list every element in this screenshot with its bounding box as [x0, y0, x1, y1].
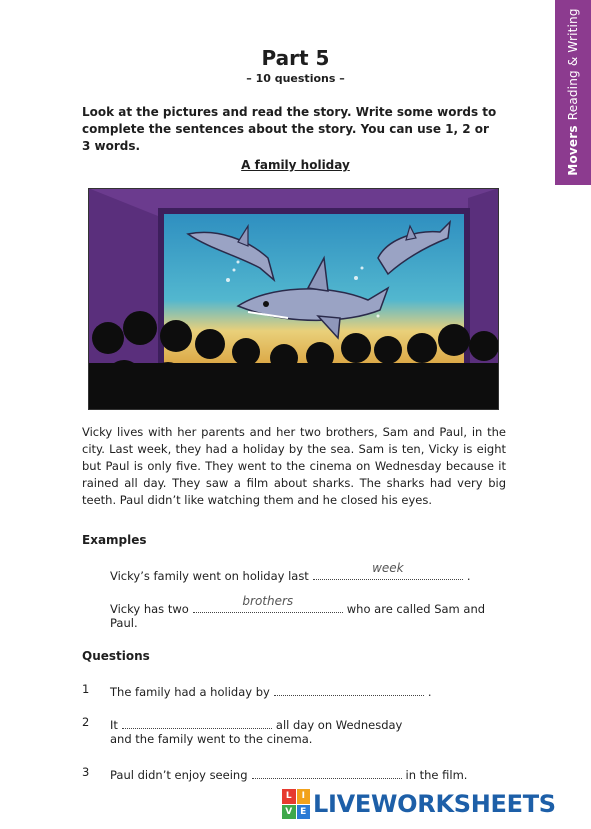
- question-1-after: .: [427, 685, 432, 699]
- example-2-after: who are called Sam and: [346, 602, 486, 616]
- example-1: [110, 561, 471, 585]
- question-1-text: The family had a holiday by: [110, 685, 270, 699]
- question-2-text: It: [110, 718, 118, 732]
- logo-letter-v: V: [282, 805, 296, 820]
- example-1-answer: week: [372, 561, 404, 575]
- example-2-answer: brothers: [242, 594, 294, 608]
- cinema-shark-picture: [88, 188, 499, 410]
- question-3-text: Paul didn’t enjoy seeing: [110, 768, 248, 782]
- page-title: Part 5: [261, 46, 330, 70]
- example-1-blank: [313, 561, 463, 580]
- question-3-answer-input[interactable]: [252, 764, 402, 779]
- logo-letter-i: I: [297, 789, 311, 804]
- logo-letter-l: L: [282, 789, 296, 804]
- questions-heading: Questions: [82, 649, 150, 663]
- instructions: Look at the pictures and read the story. Write some words to complete the sentences about the story. You can use 1, 2 or 3 words.: [82, 105, 497, 153]
- page-subtitle: – 10 questions –: [246, 72, 345, 85]
- story-title: A family holiday: [241, 158, 350, 172]
- question-1-answer-input[interactable]: [274, 681, 424, 696]
- question-3-number: 3: [82, 765, 90, 779]
- liveworksheets-logo-icon: [282, 789, 310, 819]
- question-1: [110, 681, 431, 701]
- question-3: [110, 764, 467, 784]
- example-2-text: Vicky has two: [110, 602, 189, 616]
- question-1-number: 1: [82, 682, 90, 696]
- example-2-blank: [193, 594, 343, 613]
- story-text: Vicky lives with her parents and her two brothers, Sam and Paul, in the city. Last week, they had a holiday by the sea. Sam is ten, Vicky is eight but Paul is only five. They went to the cinema on Wednesday because it rained all day. They saw a film about sharks. The sharks had very big teeth. Paul didn’t like watching them and he closed his eyes.: [82, 425, 506, 507]
- logo-letter-e: E: [297, 805, 311, 820]
- side-tab-label: [566, 8, 580, 175]
- question-2-line2: and the family went to the cinema.: [110, 732, 313, 746]
- question-2-after: all day on Wednesday: [275, 718, 403, 732]
- example-1-after: .: [466, 569, 471, 583]
- skill-label: Reading & Writing: [566, 8, 580, 121]
- example-1-text: Vicky’s family went on holiday last: [110, 569, 309, 583]
- examples-heading: Examples: [82, 533, 147, 547]
- example-2: [110, 594, 510, 618]
- liveworksheets-brand[interactable]: [282, 788, 556, 820]
- question-2-number: 2: [82, 715, 90, 729]
- level-label: Movers: [566, 125, 580, 176]
- question-3-after: in the film.: [405, 768, 468, 782]
- brand-text: LIVEWORKSHEETS: [313, 790, 556, 818]
- example-2-line2: Paul.: [110, 616, 138, 630]
- question-2-answer-input[interactable]: [122, 714, 272, 729]
